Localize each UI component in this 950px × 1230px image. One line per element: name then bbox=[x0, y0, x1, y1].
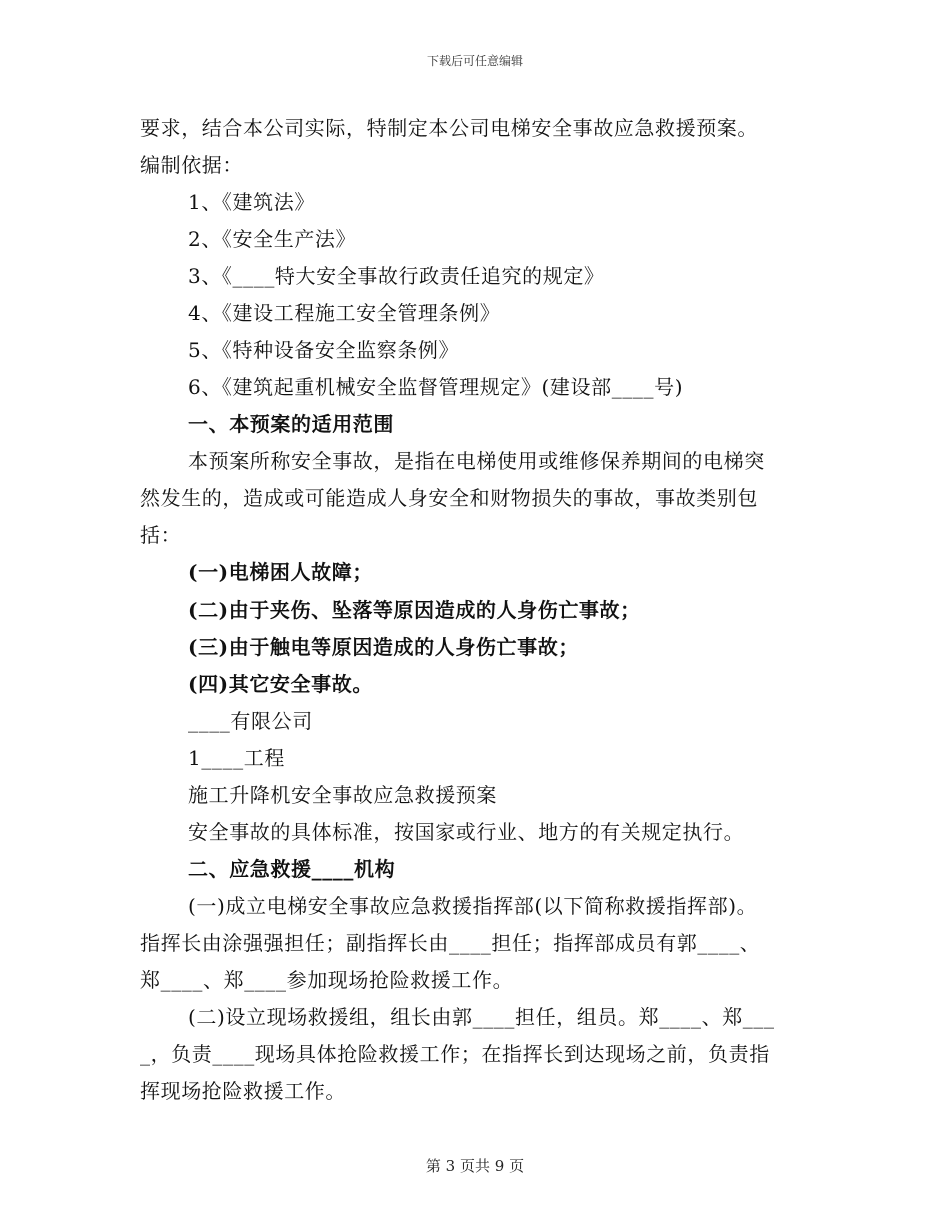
paragraph-line: (二)设立现场救援组，组长由郭____担任，组员。郑____、郑___ bbox=[188, 1005, 775, 1029]
paragraph-line: (一)成立电梯安全事故应急救援指挥部(以下简称救援指挥部)。 bbox=[188, 894, 758, 918]
basis-item-2: 2、《安全生产法》 bbox=[188, 227, 357, 251]
paragraph-line: 指挥长由涂强强担任；副指挥长由____担任；指挥部成员有郭____、 bbox=[140, 931, 761, 955]
category-item-2: (二)由于夹伤、坠落等原因造成的人身伤亡事故； bbox=[188, 598, 641, 622]
page-header: 下载后可任意编辑 bbox=[426, 54, 523, 68]
paragraph-line: _，负责____现场具体抢险救援工作；在指挥长到达现场之前，负责指 bbox=[140, 1042, 770, 1066]
project-name-line: 1____工程 bbox=[188, 746, 285, 770]
paragraph-line: 然发生的，造成或可能造成人身安全和财物损失的事故，事故类别包 bbox=[140, 486, 758, 510]
paragraph-line: 郑____、郑____参加现场抢险救援工作。 bbox=[140, 968, 514, 992]
basis-item-5: 5、《特种设备安全监察条例》 bbox=[188, 338, 460, 362]
basis-item-4: 4、《建设工程施工安全管理条例》 bbox=[188, 301, 501, 325]
category-item-4: (四)其它安全事故。 bbox=[188, 672, 373, 696]
paragraph-line: 安全事故的具体标准，按国家或行业、地方的有关规定执行。 bbox=[188, 820, 745, 844]
basis-item-6: 6、《建筑起重机械安全监督管理规定》(建设部____号) bbox=[188, 375, 684, 399]
section-heading-1: 一、本预案的适用范围 bbox=[188, 412, 394, 436]
paragraph-line: 要求，结合本公司实际，特制定本公司电梯安全事故应急救援预案。 bbox=[140, 116, 758, 140]
paragraph-line: 括： bbox=[140, 523, 182, 547]
paragraph-line: 挥现场抢险救援工作。 bbox=[140, 1079, 346, 1103]
category-item-3: (三)由于触电等原因造成的人身伤亡事故； bbox=[188, 635, 579, 659]
paragraph-line: 编制依据： bbox=[140, 153, 243, 177]
basis-item-3: 3、《____特大安全事故行政责任追究的规定》 bbox=[188, 264, 605, 288]
section-heading-2: 二、应急救援____机构 bbox=[188, 857, 396, 881]
plan-title-line: 施工升降机安全事故应急救援预案 bbox=[188, 783, 497, 807]
basis-item-1: 1、《建筑法》 bbox=[188, 190, 315, 214]
paragraph-line: 本预案所称安全事故，是指在电梯使用或维修保养期间的电梯突 bbox=[188, 449, 765, 473]
company-name-line: ____有限公司 bbox=[188, 709, 313, 733]
category-item-1: (一)电梯困人故障； bbox=[188, 560, 373, 584]
page-number: 第 3 页共 9 页 bbox=[425, 1157, 525, 1175]
